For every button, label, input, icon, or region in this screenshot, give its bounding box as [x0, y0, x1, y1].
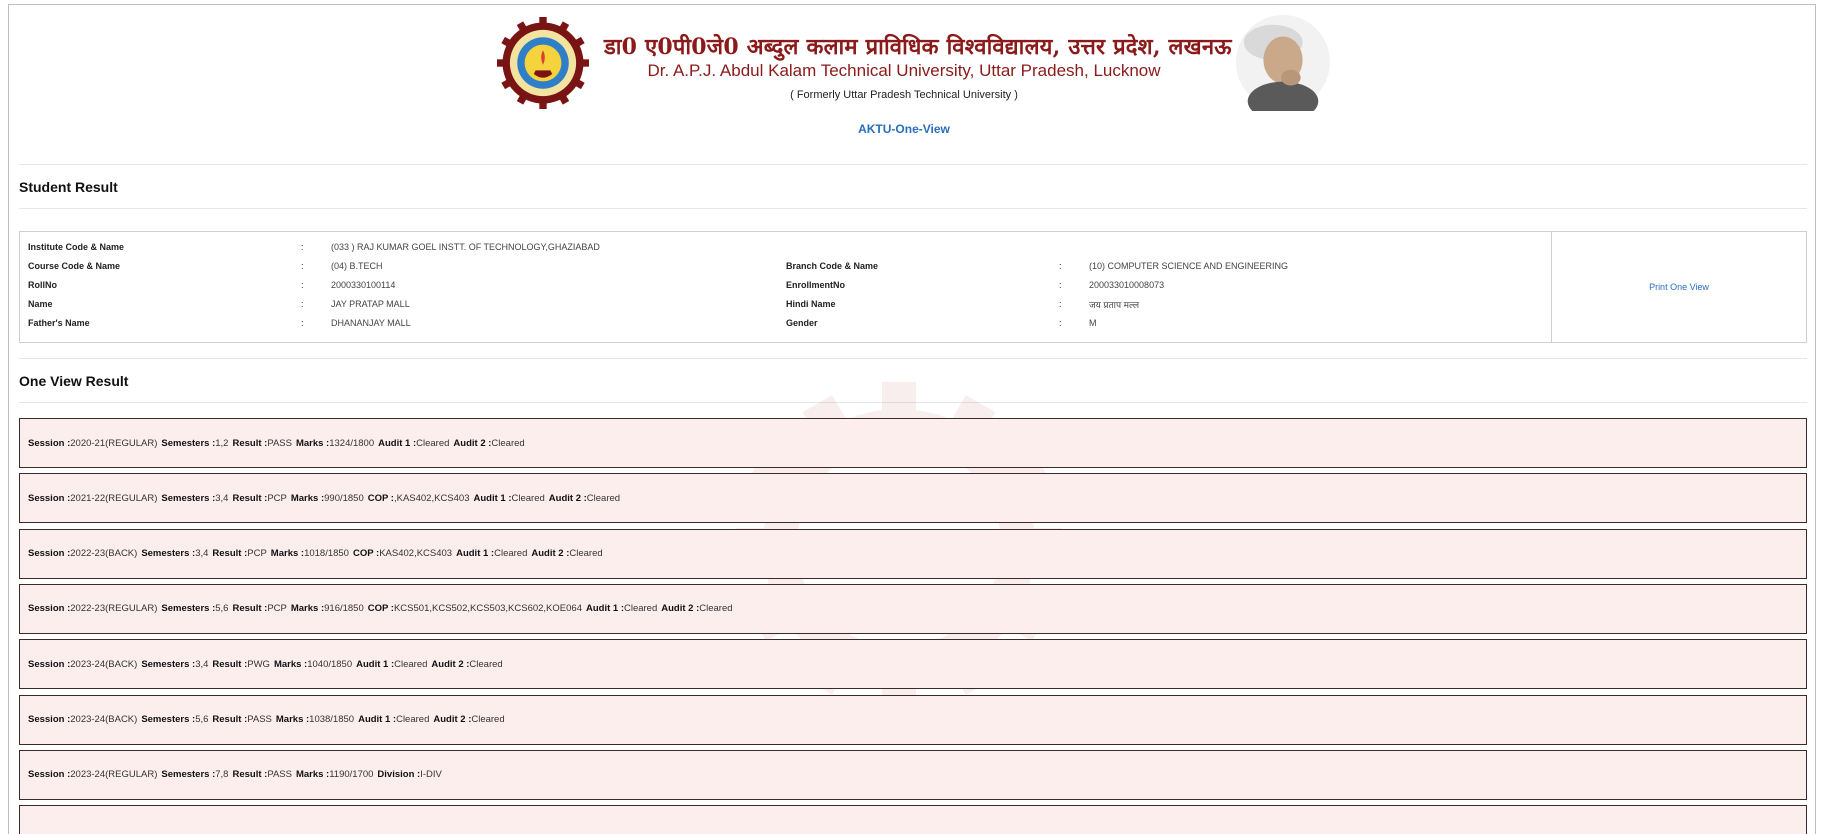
colon: : [301, 318, 304, 328]
student-info-table [19, 231, 1807, 343]
semesters-label: Semesters : [141, 714, 196, 725]
institute-value: (033 ) RAJ KUMAR GOEL INSTT. OF TECHNOLOGY,GHAZIABAD [331, 242, 600, 252]
marks-label: Marks : [295, 437, 330, 449]
audit1-value: Cleared [494, 548, 528, 560]
audit1-label: Audit 1 : [358, 714, 397, 725]
division-label: Division : [377, 769, 421, 781]
marks-label: Marks : [273, 658, 308, 670]
cop-label: COP : [367, 492, 394, 504]
gender-value: M [1089, 318, 1097, 328]
audit1-value: Cleared [396, 714, 430, 725]
university-subtitle: ( Formerly Uttar Pradesh Technical University ) [790, 89, 1018, 101]
colon: : [301, 299, 304, 309]
result-page [8, 4, 1816, 834]
print-one-view-link[interactable]: Print One View [1649, 282, 1709, 292]
rollno-label: RollNo [28, 280, 57, 290]
name-label: Name [28, 299, 53, 309]
audit2-value: Cleared [569, 548, 603, 560]
result-label: Result : [232, 437, 268, 449]
result-label: Result : [232, 492, 268, 504]
one-view-result-title: One View Result [19, 373, 129, 389]
enrollment-value: 200033010008073 [1089, 280, 1165, 290]
student-info-fields [20, 232, 1552, 342]
result-label: Result : [232, 603, 268, 615]
marks-value: 1018/1850 [304, 548, 349, 560]
audit2-value: Cleared [586, 492, 621, 504]
father-name-label: Father's Name [28, 318, 90, 328]
audit1-label: Audit 1 : [356, 658, 395, 670]
session-label: Session : [28, 658, 71, 670]
session-value: 2023-24(REGULAR) [70, 769, 158, 781]
divider [19, 164, 1807, 165]
result-row[interactable] [19, 529, 1807, 579]
result-label: Result : [212, 658, 248, 670]
audit2-label: Audit 2 : [433, 714, 472, 725]
colon: : [1059, 318, 1062, 328]
result-row[interactable] [19, 584, 1807, 634]
cop-value: KCS501,KCS502,KCS503,KCS602,KOE064 [393, 603, 582, 615]
course-label: Course Code & Name [28, 261, 121, 271]
session-label: Session : [28, 603, 71, 615]
session-value: 2022-23(BACK) [70, 548, 138, 560]
cop-label: COP : [352, 548, 380, 560]
portrait-icon [1234, 13, 1332, 111]
result-row[interactable] [19, 639, 1807, 689]
semesters-label: Semesters : [161, 769, 216, 781]
session-label: Session : [28, 548, 71, 560]
audit2-label: Audit 2 : [431, 658, 470, 670]
marks-value: 990/1850 [324, 492, 364, 504]
marks-value: 1324/1800 [329, 437, 375, 449]
audit2-label: Audit 2 : [661, 603, 700, 615]
result-label: Result : [212, 548, 248, 560]
branch-value: (10) COMPUTER SCIENCE AND ENGINEERING [1089, 261, 1289, 271]
audit2-value: Cleared [699, 603, 733, 615]
result-value: PASS [267, 437, 292, 449]
branch-label: Branch Code & Name [786, 261, 879, 271]
result-value: PCP [267, 492, 287, 504]
session-value: 2021-22(REGULAR) [70, 492, 158, 504]
marks-value: 1038/1850 [309, 714, 355, 725]
result-row[interactable] [19, 805, 1807, 834]
divider [19, 208, 1807, 209]
semesters-value: 3,4 [195, 548, 209, 560]
audit1-label: Audit 1 : [456, 548, 495, 560]
session-label: Session : [28, 492, 71, 504]
marks-value: 1190/1700 [329, 769, 374, 781]
colon: : [301, 261, 304, 271]
marks-value: 1040/1850 [307, 658, 353, 670]
audit2-label: Audit 2 : [548, 492, 587, 504]
result-value: PCP [247, 548, 267, 560]
result-value: PCP [267, 603, 287, 615]
semesters-label: Semesters : [141, 658, 196, 670]
semesters-value: 5,6 [215, 603, 229, 615]
result-value: PASS [247, 714, 272, 725]
university-title-english: Dr. A.P.J. Abdul Kalam Technical University, Uttar Pradesh, Lucknow [647, 61, 1161, 80]
session-label: Session : [28, 714, 71, 725]
marks-label: Marks : [295, 769, 330, 781]
header [9, 5, 1815, 165]
marks-label: Marks : [290, 492, 325, 504]
result-value: PASS [267, 769, 292, 781]
colon: : [301, 242, 304, 252]
result-row[interactable] [19, 473, 1807, 523]
semesters-value: 3,4 [215, 492, 229, 504]
result-row[interactable] [19, 750, 1807, 800]
institute-label: Institute Code & Name [28, 242, 125, 252]
audit2-label: Audit 2 : [453, 437, 492, 449]
session-value: 2023-24(BACK) [70, 714, 138, 725]
hindi-name-label: Hindi Name [786, 299, 836, 309]
audit1-label: Audit 1 : [585, 603, 624, 615]
university-logo-icon [497, 17, 589, 109]
audit2-value: Cleared [491, 437, 525, 449]
session-label: Session : [28, 769, 71, 781]
result-label: Result : [232, 769, 268, 781]
rollno-value: 2000330100114 [331, 280, 396, 290]
semesters-label: Semesters : [161, 492, 216, 504]
university-title-hindi: डा0 ए0पी0जे0 अब्दुल कलाम प्राविधिक विश्वविद्यालय, उत्तर प्रदेश, लखनऊ [604, 34, 1232, 60]
student-result-title: Student Result [19, 179, 118, 195]
semesters-value: 3,4 [195, 658, 209, 670]
print-cell [1552, 232, 1806, 342]
audit2-value: Cleared [471, 714, 505, 725]
semesters-value: 5,6 [195, 714, 209, 725]
name-value: JAY PRATAP MALL [331, 299, 410, 309]
semesters-label: Semesters : [161, 603, 216, 615]
audit2-value: Cleared [469, 658, 503, 670]
audit1-value: Cleared [416, 437, 450, 449]
one-view-portal-link[interactable]: AKTU-One-View [858, 122, 950, 136]
cop-value: ,KAS402,KCS403 [393, 492, 470, 504]
divider [19, 402, 1807, 403]
result-row[interactable] [19, 695, 1807, 745]
audit1-value: Cleared [394, 658, 428, 670]
marks-value: 916/1850 [324, 603, 364, 615]
course-value: (04) B.TECH [331, 261, 383, 271]
audit1-value: Cleared [511, 492, 545, 504]
father-name-value: DHANANJAY MALL [331, 318, 411, 328]
session-value: 2023-24(BACK) [70, 658, 138, 670]
audit1-label: Audit 1 : [378, 437, 417, 449]
audit1-value: Cleared [623, 603, 658, 615]
marks-label: Marks : [270, 548, 305, 560]
session-value: 2020-21(REGULAR) [70, 437, 158, 449]
colon: : [1059, 261, 1062, 271]
semesters-value: 7,8 [215, 769, 229, 781]
division-value: I-DIV [420, 769, 442, 781]
result-label: Result : [212, 714, 248, 725]
cop-label: COP : [367, 603, 394, 615]
divider [19, 358, 1807, 359]
gender-label: Gender [786, 318, 818, 328]
result-row[interactable] [19, 418, 1807, 468]
audit1-label: Audit 1 : [473, 492, 512, 504]
colon: : [1059, 280, 1062, 290]
semesters-label: Semesters : [141, 548, 196, 560]
colon: : [1059, 299, 1062, 309]
marks-label: Marks : [290, 603, 325, 615]
semesters-label: Semesters : [161, 437, 216, 449]
cop-value: KAS402,KCS403 [379, 548, 453, 560]
result-value: PWG [247, 658, 270, 670]
audit2-label: Audit 2 : [531, 548, 570, 560]
semesters-value: 1,2 [215, 437, 229, 449]
session-value: 2022-23(REGULAR) [70, 603, 158, 615]
marks-label: Marks : [275, 714, 310, 725]
hindi-name-value: जय प्रताप मल्ल [1089, 300, 1140, 310]
enrollment-label: EnrollmentNo [786, 280, 846, 290]
colon: : [301, 280, 304, 290]
session-label: Session : [28, 437, 71, 449]
